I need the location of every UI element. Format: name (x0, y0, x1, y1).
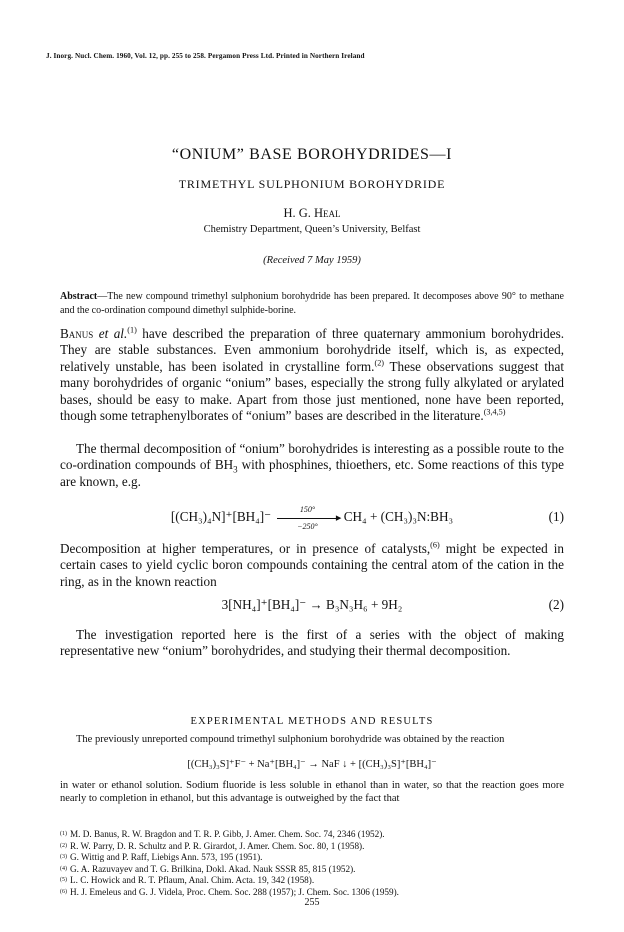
experimental-paragraph-1 (60, 733, 564, 746)
eq2-number: (2) (548, 597, 564, 612)
eq1-temp-above: 150° (299, 504, 316, 514)
abstract-label: Abstract (60, 291, 98, 302)
abstract-text: —The new compound trimethyl sulphonium borohydride has been prepared. It decomposes above 90° to methane and the co-ordination compound dimethyl sulphide-borine. (60, 291, 564, 316)
author-affiliation: Chemistry Department, Queen’s University, Belfast (203, 224, 421, 235)
intro-text-1b: These observations suggest that many borohydrides of organic “onium” bases, especially the strong fully alkylated or arylated bases, should be easy to make. Apart from those just mentioned, none have been reported, though some tetraphenylborates of “onium” bases are described in the literature. (60, 358, 564, 424)
eq1-lhs: [(CH₃)₄N]⁺[BH₄]⁻ (170, 509, 272, 524)
reaction-arrow: 150° ▸ −250° (277, 517, 337, 519)
equation-3: [(CH₃)₃S]⁺F⁻ + Na⁺[BH₄]⁻ → NaF ↓ + [(CH₃)₃S]⁺[BH₄]⁻ (187, 759, 437, 770)
experimental-text-1: The previously unreported compound trimethyl sulphonium borohydride was obtained by the reaction (76, 734, 505, 745)
experimental-text-2: in water or ethanol solution. Sodium fluoride is less soluble in ethanol than in water, so that the reaction goes more nearly to completion in ethanol, but this advantage is outweighed by the fact that (60, 780, 564, 804)
experimental-paragraph-2 (60, 779, 564, 805)
article-subtitle: TRIMETHYL SULPHONIUM BOROHYDRIDE (178, 177, 446, 191)
intro-text-4: The investigation reported here is the first of a series with the object of making representative new “onium” borohydrides, and studying their thermal decomposition. (60, 627, 564, 659)
references-list (60, 829, 564, 899)
intro-paragraph-1 (60, 326, 564, 424)
intro-paragraph-4 (60, 627, 564, 660)
et-al: et al. (98, 326, 128, 341)
reference-item: $^{(1)}$ M. D. Banus, R. W. Bragdon and T. R. P. Gibb, J. Amer. Chem. Soc. 74, 2346 (1952). (60, 829, 385, 839)
intro-text-1a: have described the preparation of three quaternary ammonium borohydrides. They are stable substances. Even ammonium borohydride itself, which is, as expected, relatively unstable, has been isolated in crystalline form. (60, 326, 564, 374)
eq1-rhs: CH₄ + (CH₃)₃N:BH₃ (343, 509, 454, 524)
ref-marker-6: (6) (430, 540, 440, 550)
intro-text-3a: Decomposition at higher temperatures, or in presence of catalysts, (60, 541, 431, 556)
ref-marker-3: (3,4,5) (483, 407, 506, 417)
equation-2 (60, 597, 564, 615)
intro-paragraph-3 (60, 541, 564, 590)
equation-1 (60, 504, 564, 531)
article-title: “ONIUM” BASE BOROHYDRIDES—I (171, 146, 453, 163)
intro-paragraph-2 (60, 441, 564, 490)
eq2-expression: 3[NH₄]⁺[BH₄]⁻ → B₃N₃H₆ + 9H₂ (221, 597, 403, 612)
reference-item: $^{(3)}$ G. Wittig and P. Raff, Liebigs Ann. 573, 195 (1951). (60, 852, 263, 863)
page-number: 255 (304, 897, 320, 908)
reference-item: $^{(2)}$ R. W. Parry, D. R. Schultz and P. R. Girardot, J. Amer. Chem. Soc. 80, 1 (1958). (60, 840, 365, 851)
section-heading: EXPERIMENTAL METHODS AND RESULTS (190, 716, 434, 727)
eq1-temp-below: −250° (297, 521, 318, 531)
reference-item: $^{(5)}$ L. C. Howick and R. T. Pflaum, Anal. Chim. Acta. 19, 342 (1958). (60, 875, 315, 886)
abstract (60, 290, 564, 317)
cited-author: Banus (60, 326, 94, 341)
eq1-number: (1) (548, 509, 564, 524)
received-date: (Received 7 May 1959) (263, 255, 361, 266)
journal-header: J. Inorg. Nucl. Chem. 1960, Vol. 12, pp. 255 to 258. Pergamon Press Ltd. Printed in Northern Ireland (46, 52, 365, 60)
ref-marker-2: (2) (374, 358, 384, 368)
bh3-subscript: 3 (233, 465, 238, 476)
intro-text-3b: might be expected in certain cases to yield cyclic boron compounds containing the central atom of the cation in the ring, as in the known reaction (60, 541, 564, 589)
reference-item: $^{(4)}$ G. A. Razuvayev and T. G. Brilkina, Dokl. Akad. Nauk SSSR 85, 815 (1952). (60, 863, 356, 874)
ref-marker-1: (1) (127, 325, 137, 335)
reference-item: $^{(6)}$ H. J. Emeleus and G. J. Videla, Proc. Chem. Soc. 288 (1957); J. Chem. Soc. 1306 (1959). (60, 886, 399, 897)
intro-text-2a: The thermal decomposition of “onium” borohydrides is interesting as a possible route to the co-ordination compounds of BH (60, 441, 564, 473)
author-name: H. G. Heal (283, 206, 341, 220)
intro-text-2b: with phosphines, thioethers, etc. Some reactions of this type are known, e.g. (60, 457, 565, 489)
